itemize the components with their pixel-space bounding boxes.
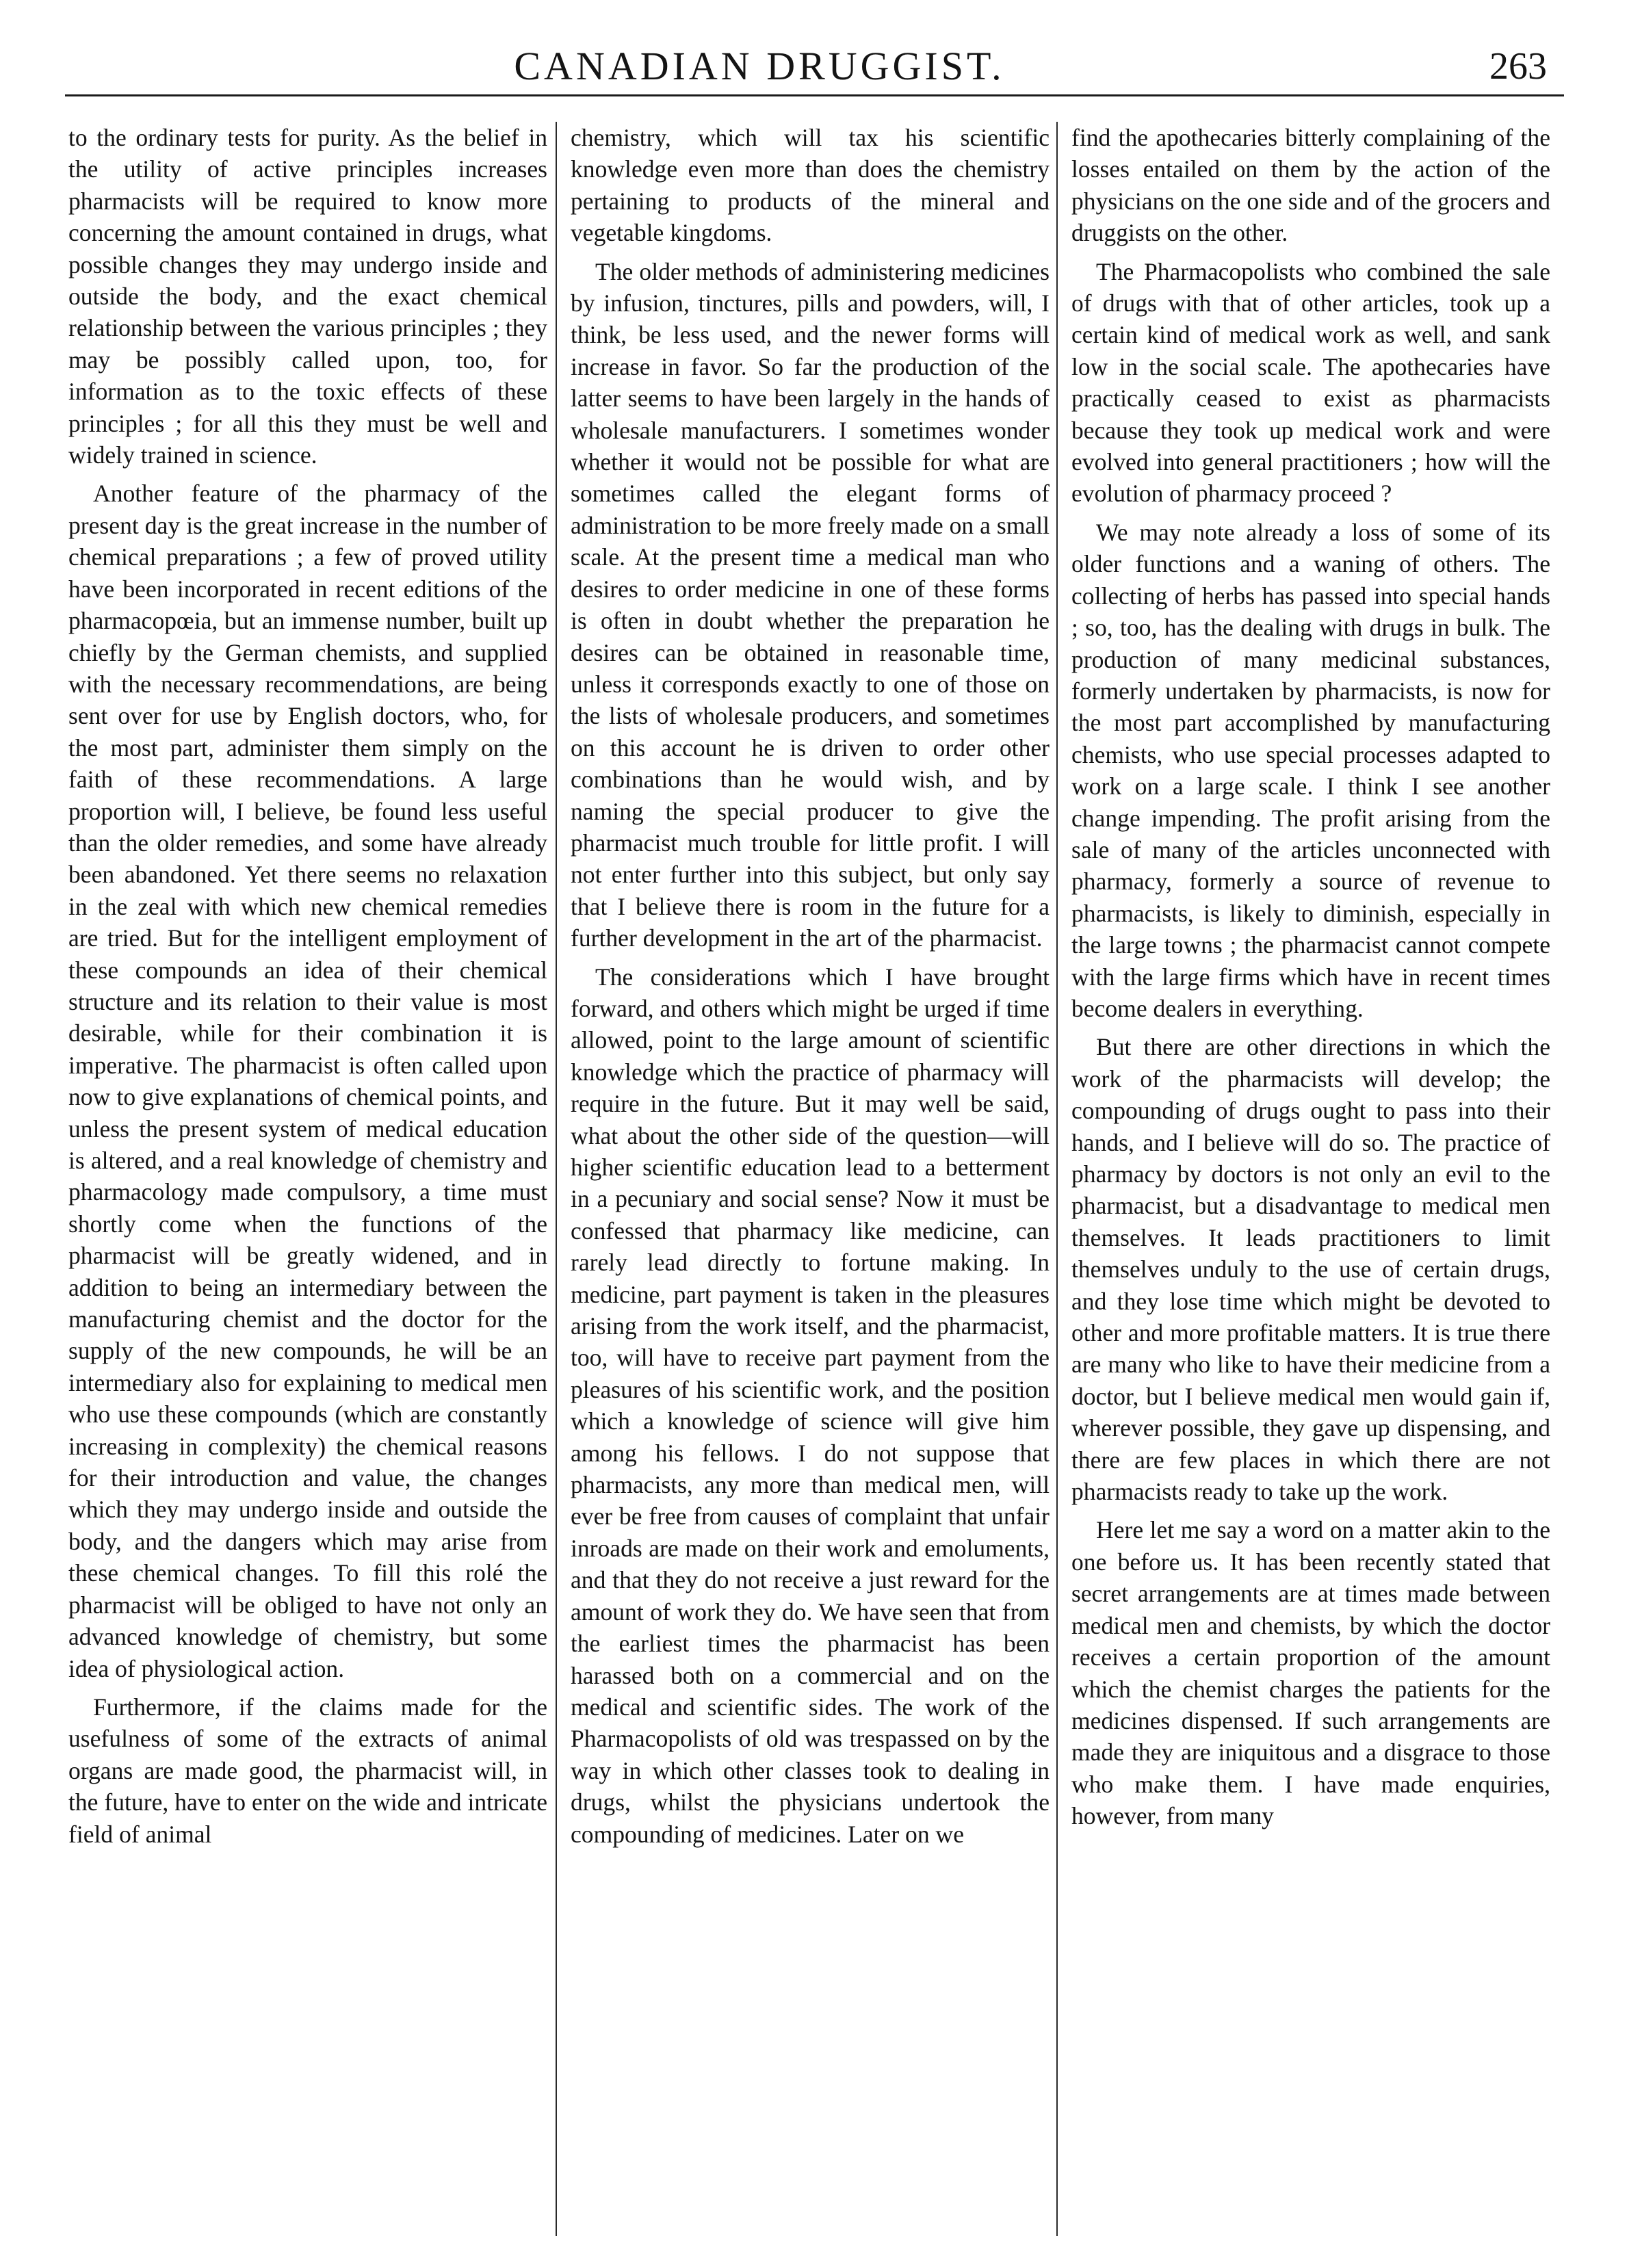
header-rule <box>65 94 1564 96</box>
paragraph: to the ordinary tests for purity. As the belief in the utility of active principles increases pharmacists will be required to know more concerning the amount contained in drugs, what possible changes they may undergo inside and outside the body, and the exact chemical relationship between the various principles ; they may be possibly called upon, too, for information as to the toxic effects of these principles ; for all this they must be well and widely trained in science. <box>68 124 547 469</box>
text-column-2 <box>571 122 1050 1850</box>
paragraph: Furthermore, if the claims made for the usefulness of some of the extracts of animal organs are made good, the pharmacist will, in the future, have to enter on the wide and intricate field of animal <box>68 1693 547 1848</box>
text-column-1 <box>68 122 547 1850</box>
paragraph: chemistry, which will tax his scientific knowledge even more than does the chemistry pertaining to products of the mineral and vegetable kingdoms. <box>571 124 1050 247</box>
page-number: 263 <box>1489 45 1547 88</box>
paragraph: We may note already a loss of some of its older functions and a waning of others. The collecting of herbs has passed into special hands ; so, too, has the dealing with drugs in bulk. The production of many medicinal substances, formerly undertaken by pharmacists, is now for the most part accomplished by manufacturing chemists, who use special processes adapted to work on a large scale. I think I see another change impending. The profit arising from the sale of many of the articles unconnected with pharmacy, formerly a source of revenue to pharmacists, is likely to diminish, especially in the large towns ; the pharmacist cannot compete with the large firms which have in recent times become dealers in everything. <box>1071 518 1550 1022</box>
page-header <box>0 0 1629 103</box>
running-title: CANADIAN DRUGGIST. <box>514 44 1005 88</box>
text-column-3 <box>1071 122 1550 1832</box>
paragraph: The Pharmacopolists who combined the sale of drugs with that of other articles, took up a certain kind of medical work as well, and sank low in the social scale. The apothecaries have practically ceased to exist as pharmacists because they took up medical work and were evolved into general practitioners ; how will the evolution of pharmacy proceed ? <box>1071 257 1550 508</box>
column-divider <box>1056 122 1058 2236</box>
paragraph: Here let me say a word on a matter akin to the one before us. It has been recently stated that secret arrangements are at times made between medical men and chemists, by which the doctor receives a certain proportion of the amount which the chemist charges the patients for the medicines dispensed. If such arrangements are made they are iniquitous and a disgrace to those who make them. I have made enquiries, however, from many <box>1071 1516 1550 1830</box>
column-divider <box>556 122 557 2236</box>
paragraph: But there are other directions in which the work of the pharmacists will develop; the compounding of drugs ought to pass into their hands, and I believe will do so. The practice of pharmacy by doctors is not only an evil to the pharmacist, but a disadvantage to medical men themselves. It leads practitioners to limit themselves unduly to the use of certain drugs, and they lose time which might be devoted to other and more profitable matters. It is true there are many who like to have their medicine from a doctor, but I believe medical men would gain if, wherever possible, they gave up dispensing, and there are few places in which there are not pharmacists ready to take up the work. <box>1071 1033 1550 1506</box>
paragraph: find the apothecaries bitterly complaining of the losses entailed on them by the action of the physicians on the one side and of the grocers and druggists on the other. <box>1071 124 1550 247</box>
paragraph: The considerations which I have brought forward, and others which might be urged if time allowed, point to the large amount of scientific knowledge which the practice of pharmacy will require in the future. But it may well be said, what about the other side of the question—will higher scientific education lead to a betterment in a pecuniary and social sense? Now it must be confessed that pharmacy like medicine, can rarely lead directly to fortune making. In medicine, part payment is taken in the pleasures arising from the work itself, and the pharmacist, too, will have to receive part payment from the pleasures of his scientific work, and the position which a knowledge of science will give him among his fellows. I do not suppose that pharmacists, any more than medical men, will ever be free from causes of complaint that unfair inroads are made on their work and emoluments, and that they do not receive a just reward for the amount of work they do. We have seen that from the earliest times the pharmacist has been harassed both on a commercial and on the medical and scientific sides. The work of the Pharmacopolists of old was trespassed on by the way in which other classes took to dealing in drugs, whilst the physicians undertook the compounding of medicines. Later on we <box>571 963 1050 1848</box>
paragraph: The older methods of administering medicines by infusion, tinctures, pills and powders, will, I think, be less used, and the newer forms will increase in favor. So far the production of the latter seems to have been largely in the hands of wholesale manufacturers. I sometimes wonder whether it would not be possible for what are sometimes called the elegant forms of administration to be more freely made on a small scale. At the present time a medical man who desires to order medicine in one of these forms is often in doubt whether the preparation he desires can be obtained in reasonable time, unless it corresponds exactly to one of those on the lists of wholesale producers, and sometimes on this account he is driven to order other combinations than he would wish, and by naming the special producer to give the pharmacist much trouble for little profit. I will not enter further into this subject, but only say that I believe there is room in the future for a further development in the art of the pharmacist. <box>571 257 1050 952</box>
paragraph: Another feature of the pharmacy of the present day is the great increase in the number of chemical preparations ; a few of proved utility have been incorporated in recent editions of the pharmacopœia, but an immense number, built up chiefly by the German chemists, and supplied with the necessary recommendations, are being sent over for use by English doctors, who, for the most part, administer them simply on the faith of these recommendations. A large proportion will, I believe, be found less useful than the older remedies, and some have already been abandoned. Yet there seems no relaxation in the zeal with which new chemical remedies are tried. But for the intelligent employment of these compounds an idea of their chemical structure and its relation to their value is most desirable, while for their combination it is imperative. The pharmacist is often called upon now to give explanations of chemical points, and unless the present system of medical education is altered, and a real knowledge of chemistry and pharmacology made compulsory, a time must shortly come when the functions of the pharmacist will be greatly widened, and in addition to being an intermediary between the manufacturing chemist and the doctor for the supply of the new compounds, he will be an intermediary also for explaining to medical men who use these compounds (which are constantly increasing in complexity) the chemical reasons for their introduction and value, the changes which they may undergo inside and outside the body, and the dangers which may arise from these chemical changes. To fill this rolé the pharmacist will be obliged to have not only an advanced knowledge of chemistry, but some idea of physiological action. <box>68 480 547 1682</box>
